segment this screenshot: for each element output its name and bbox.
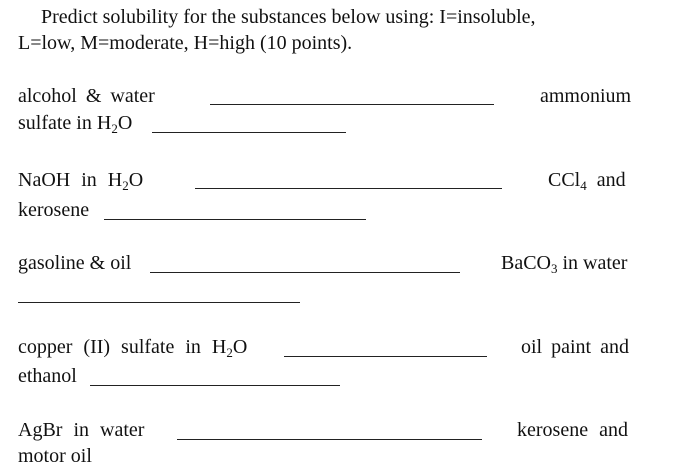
item-3-answer-blank bbox=[195, 188, 502, 189]
item-6-subscript: 3 bbox=[551, 261, 558, 276]
item-7-subscript: 2 bbox=[226, 345, 233, 360]
item-6-answer-blank bbox=[18, 302, 300, 303]
item-2-cont-subscript: 2 bbox=[111, 121, 118, 136]
item-8-right-text: oil paint and bbox=[521, 336, 629, 358]
item-8-continuation: ethanol bbox=[18, 365, 77, 387]
item-2-cont-text: sulfate in H bbox=[18, 112, 112, 134]
item-2-cont-tail: O bbox=[117, 112, 133, 134]
item-2-continuation bbox=[18, 111, 132, 135]
item-3-text: NaOH in H bbox=[18, 169, 123, 191]
item-9-left-text: AgBr in water bbox=[18, 419, 145, 441]
item-10-continuation: motor oil bbox=[18, 445, 92, 467]
item-3-subscript: 2 bbox=[122, 178, 129, 193]
item-9-answer-blank bbox=[177, 439, 482, 440]
item-1-answer-blank bbox=[210, 104, 494, 105]
item-4-tail: and bbox=[586, 169, 626, 191]
item-3-tail: O bbox=[128, 169, 144, 191]
item-4-subscript: 4 bbox=[580, 178, 587, 193]
item-3-left-text bbox=[18, 168, 143, 192]
item-6-text: BaCO bbox=[501, 252, 551, 274]
item-4-continuation: kerosene bbox=[18, 199, 90, 221]
item-7-answer-blank bbox=[284, 356, 487, 357]
item-2-answer-blank bbox=[152, 132, 346, 133]
item-4-answer-blank bbox=[104, 219, 366, 220]
item-1-left-text: alcohol & water bbox=[18, 85, 155, 107]
item-7-left-text bbox=[18, 335, 247, 359]
item-6-tail: in water bbox=[557, 252, 628, 274]
item-5-answer-blank bbox=[150, 272, 460, 273]
item-7-tail: O bbox=[232, 336, 248, 358]
item-4-text: CCl bbox=[548, 169, 581, 191]
instruction-line-1: Predict solubility for the substances below using: I=insoluble, bbox=[41, 6, 536, 28]
instruction-line-2: L=low, M=moderate, H=high (10 points). bbox=[18, 32, 353, 54]
item-7-text: copper (II) sulfate in H bbox=[18, 336, 227, 358]
item-10-right-text: kerosene and bbox=[517, 419, 628, 441]
item-5-left-text: gasoline & oil bbox=[18, 252, 132, 274]
item-6-right-text bbox=[501, 251, 627, 275]
item-8-answer-blank bbox=[90, 385, 340, 386]
item-4-right-text bbox=[548, 168, 626, 192]
item-2-right-text: ammonium bbox=[540, 85, 632, 107]
